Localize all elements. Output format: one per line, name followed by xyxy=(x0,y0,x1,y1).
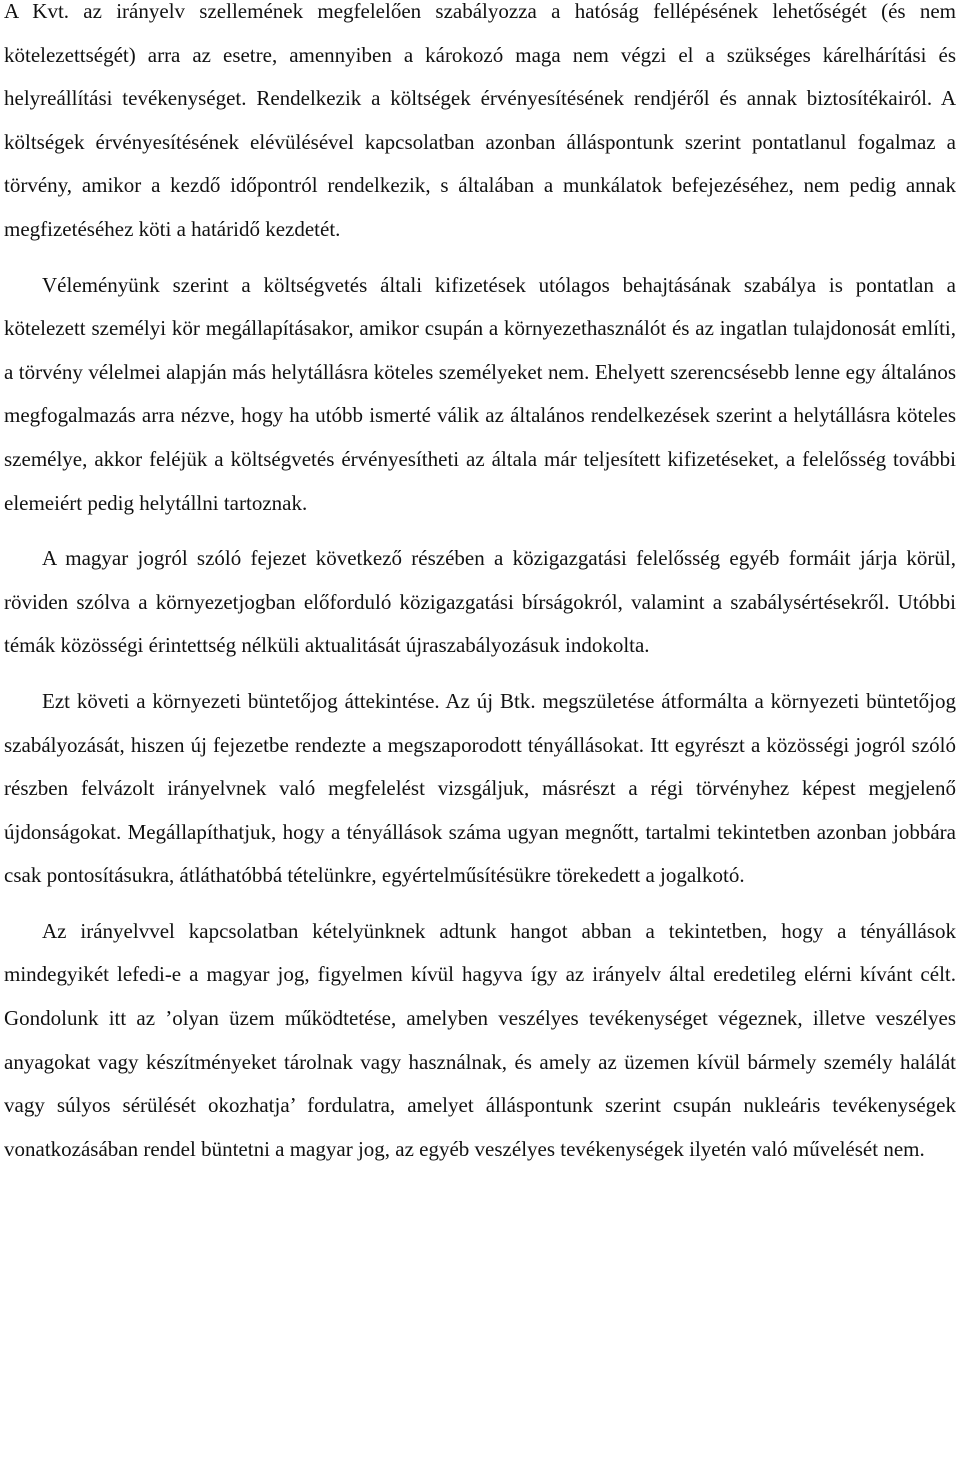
paragraph-directive-doubts: Az irányelvvel kapcsolatban kételyünknek adtunk hangot abban a tekintetben, hogy a tényállások mindegyikét lefedi-e a magyar jog, figyelmen kívül hagyva így az irányelv által eredetileg elérni kívánt célt. Gondolunk itt az ’olyan üzem működtetése, amelyben veszélyes tevékenységet végeznek, illetve veszélyes anyagokat vagy készítményeket tárolnak vagy használnak, és amely az üzemen kívül bármely személy halálát vagy súlyos sérülését okozhatja’ fordulatra, amelyet álláspontunk szerint csupán nukleáris tevékenységek vonatkozásában rendel büntetni a magyar jog, az egyéb veszélyes tevékenységek ilyetén való művelését nem. xyxy=(4,918,956,1161)
document-page xyxy=(4,0,956,1171)
paragraph-administrative-liability: A magyar jogról szóló fejezet következő részében a közigazgatási felelősség egyéb formáit járja körül, röviden szólva a környezetjogban előforduló közigazgatási bírságokról, valamint a szabálysértésekről. Utóbbi témák közösségi érintettség nélküli aktualitását újraszabályozásuk indokolta. xyxy=(4,546,956,658)
paragraph-budget-recovery: Véleményünk szerint a költségvetés általi kifizetések utólagos behajtásának szabálya is pontatlan a kötelezett személyi kör megállapításakor, amikor csupán a környezethasználót és az ingatlan tulajdonosát említi, a törvény vélelmei alapján más helytállásra köteles személyeket nem. Ehelyett szerencsésebb lenne egy általános megfogalmazás arra nézve, hogy ha utóbb ismerté válik az általános rendelkezések szerint a helytállásra köteles személye, akkor feléjük a költségvetés érvényesítheti az általa már teljesített kifizetéseket, a felelősség további elemeiért pedig helytállni tartoznak. xyxy=(4,272,956,515)
paragraph-criminal-law: Ezt követi a környezeti büntetőjog áttekintése. Az új Btk. megszületése átformálta a környezeti büntetőjog szabályozását, hiszen új fejezetbe rendezte a megszaporodott tényállásokat. Itt egyrészt a közösségi jogról szóló részben felvázolt irányelvnek való megfelelést vizsgáljuk, másrészt a régi törvényhez képest megjelenő újdonságokat. Megállapíthatjuk, hogy a tényállások száma ugyan megnőtt, tartalmi tekintetben azonban jobbára csak pontosításukra, átláthatóbbá tételünkre, egyértelműsítésükre törekedett a jogalkotó. xyxy=(4,688,956,888)
paragraph-kvt-remediation: A Kvt. az irányelv szellemének megfelelően szabályozza a hatóság fellépésének lehetőségét (és nem kötelezettségét) arra az esetre, amennyiben a károkozó maga nem végzi el a szükséges kárelhárítási és helyreállítási tevékenységet. Rendelkezik a költségek érvényesítésének rendjéről és annak biztosítékairól. A költségek érvényesítésének elévülésével kapcsolatban azonban álláspontunk szerint pontatlanul fogalmaz a törvény, amikor a kezdő időpontról rendelkezik, s általában a munkálatok befejezéséhez, nem pedig annak megfizetéséhez köti a határidő kezdetét. xyxy=(4,0,956,241)
